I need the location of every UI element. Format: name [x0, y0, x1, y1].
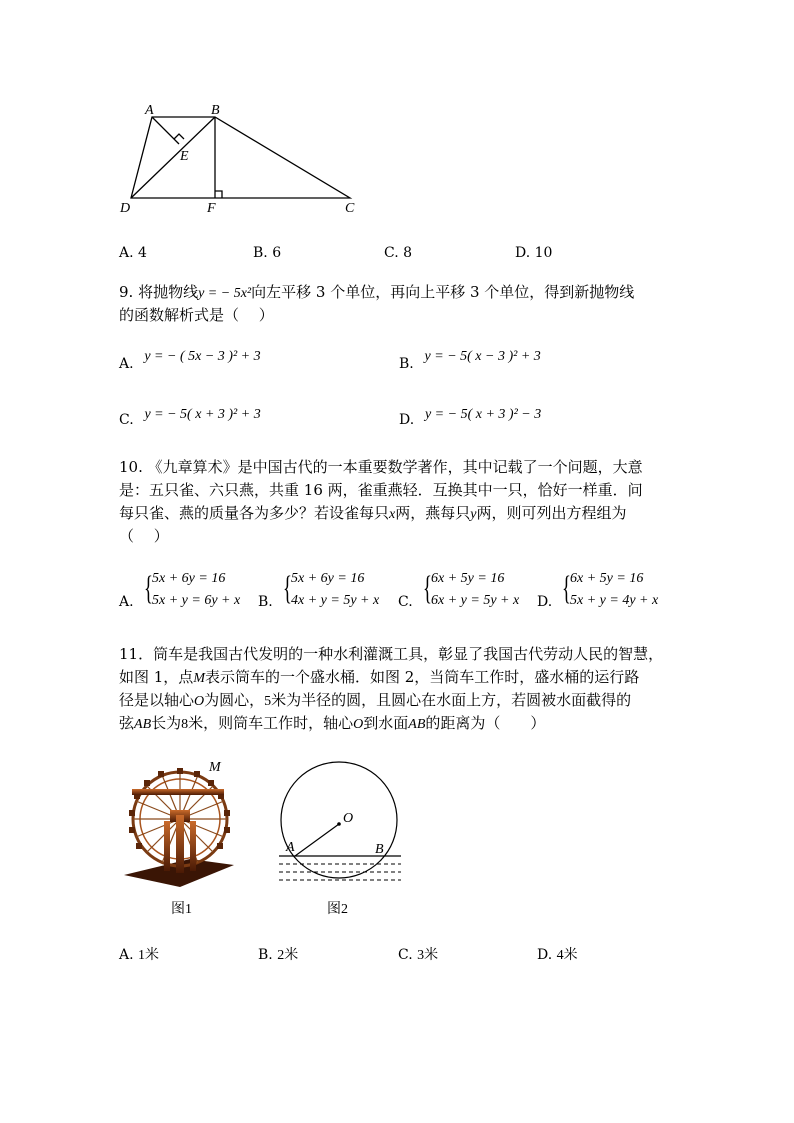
q11-text: 的距离为（ ）	[425, 714, 546, 732]
option-key: D.	[537, 947, 553, 963]
option-unit: 米	[284, 947, 299, 963]
q10-stem-line2: 是：五只雀、六只燕，共重 16 两，雀重燕轻．互换其中一只，恰好一样重．问	[119, 481, 643, 499]
trapezoid-figure	[115, 100, 365, 218]
brace-icon: {	[562, 570, 571, 607]
option-key: B.	[399, 356, 414, 372]
option-number: 3	[417, 948, 425, 963]
option-value: 8	[403, 245, 413, 261]
q11-text: 长为	[151, 714, 182, 732]
circle-chord-figure	[275, 760, 405, 890]
label-A: A	[145, 103, 154, 118]
label-B: B	[375, 842, 384, 857]
label-B: B	[211, 103, 220, 118]
option-number: 4	[556, 948, 564, 963]
option-key: C.	[398, 594, 413, 610]
option-key: C.	[398, 947, 413, 963]
label-F: F	[207, 201, 216, 216]
water-wheel-figure	[120, 755, 238, 890]
option-key: D.	[399, 412, 415, 428]
option-number: 2	[277, 948, 285, 963]
radius-value: 5	[264, 694, 272, 709]
option-unit: 米	[145, 947, 160, 963]
q11-option-d[interactable]	[537, 942, 578, 969]
option-key: A.	[119, 594, 134, 610]
option-value: 6	[272, 245, 282, 261]
option-unit: 米	[424, 947, 439, 963]
q11-text: 米为半径的圆，且圆心在水面上方，若圆被水面截得的	[271, 691, 632, 709]
equation-1: 6x + 5y = 16	[431, 571, 505, 586]
q8-option-d[interactable]	[515, 240, 552, 266]
option-key: D.	[515, 245, 531, 261]
q11-option-c[interactable]	[398, 942, 438, 969]
q8-option-c[interactable]	[384, 240, 412, 266]
option-number: 1	[138, 948, 146, 963]
q9-option-a[interactable]	[119, 350, 261, 378]
q11-text: 为圆心，	[204, 691, 265, 709]
q10-option-b[interactable]	[258, 568, 398, 614]
equation-2: 6x + y = 5y + x	[431, 593, 520, 608]
option-key: A.	[119, 356, 134, 372]
point-m: M	[193, 671, 205, 686]
q11-text: 弦	[119, 714, 135, 732]
option-value: y = − 5( x − 3 )² + 3	[424, 349, 541, 364]
option-key: B.	[253, 245, 268, 261]
q9-suffix: 向左平移 3 个单位，再向上平移 3 个单位，得到新抛物线	[251, 283, 635, 301]
point-o: O	[194, 694, 205, 709]
chord-ab: AB	[134, 717, 152, 732]
q9-prefix: 9. 将抛物线	[119, 283, 199, 301]
q11-text: 表示筒车的一个盛水桶．如图 2，当筒车工作时，盛水桶的运行路	[204, 668, 640, 686]
equation-1: 5x + 6y = 16	[291, 571, 365, 586]
option-value: 10	[534, 245, 553, 261]
q10-stem-line1: 10. 《九章算术》是中国古代的一本重要数学著作，其中记载了一个问题，大意	[119, 458, 643, 476]
brace-icon: {	[283, 570, 292, 607]
option-key: A.	[119, 245, 134, 261]
q11-text: 到水面	[363, 714, 409, 732]
q10-option-d[interactable]	[537, 568, 677, 614]
q10-text: 每只雀、燕的质量各为多少？若设雀每只	[119, 504, 390, 522]
option-value: 4	[138, 245, 147, 261]
q11-text: 径是以轴心	[119, 691, 195, 709]
option-key: C.	[384, 245, 399, 261]
equation-2: 5x + y = 4y + x	[570, 593, 659, 608]
option-value: y = − ( 5x − 3 )² + 3	[144, 349, 261, 364]
q10-stem-line4: （ ）	[119, 527, 169, 545]
label-D: D	[120, 201, 131, 216]
label-O: O	[343, 811, 354, 826]
equation-1: 6x + 5y = 16	[570, 571, 644, 586]
q11-option-b[interactable]	[258, 942, 298, 969]
option-value: y = − 5( x + 3 )² − 3	[424, 407, 542, 422]
chord-value: 8	[181, 717, 189, 732]
q10-text: 两，燕每只	[395, 504, 471, 522]
var-x: x	[389, 507, 396, 522]
q11-option-a[interactable]	[119, 942, 159, 969]
var-y: y	[470, 507, 477, 522]
q9-option-d[interactable]	[399, 406, 541, 434]
q11-text: 如图 1，点	[119, 668, 194, 686]
label-C: C	[345, 201, 355, 216]
option-key: B.	[258, 594, 273, 610]
q10-option-a[interactable]	[119, 568, 259, 614]
fig1-caption: 图1	[171, 902, 192, 917]
q9-stem-line2: 的函数解析式是（ ）	[119, 306, 274, 324]
point-o: O	[353, 717, 364, 732]
q11-text: 米，则筒车工作时，轴心	[188, 714, 354, 732]
option-value: y = − 5( x + 3 )² + 3	[144, 407, 261, 422]
q10-text: 两，则可列出方程组为	[476, 504, 627, 522]
brace-icon: {	[144, 570, 153, 607]
q11-stem-line4	[119, 710, 545, 738]
option-unit: 米	[563, 947, 578, 963]
label-M: M	[209, 760, 221, 775]
option-key: A.	[119, 947, 134, 963]
q9-option-c[interactable]	[119, 406, 261, 434]
q8-option-b[interactable]	[253, 240, 281, 266]
q9-formula: y = − 5x²	[198, 286, 252, 301]
q9-option-b[interactable]	[399, 350, 541, 378]
chord-ab: AB	[408, 717, 426, 732]
q11-stem-line1: 11．筒车是我国古代发明的一种水利灌溉工具，彰显了我国古代劳动人民的智慧，	[119, 645, 664, 663]
q10-option-c[interactable]	[398, 568, 538, 614]
brace-icon: {	[423, 570, 432, 607]
equation-1: 5x + 6y = 16	[152, 571, 226, 586]
label-E: E	[180, 149, 189, 164]
option-key: D.	[537, 594, 553, 610]
option-key: C.	[119, 412, 134, 428]
option-key: B.	[258, 947, 273, 963]
equation-2: 5x + y = 6y + x	[152, 593, 241, 608]
fig2-caption: 图2	[327, 902, 348, 917]
q10-stem-line3	[119, 500, 626, 528]
label-A: A	[286, 840, 295, 855]
equation-2: 4x + y = 5y + x	[291, 593, 380, 608]
q8-option-a[interactable]	[119, 240, 147, 266]
